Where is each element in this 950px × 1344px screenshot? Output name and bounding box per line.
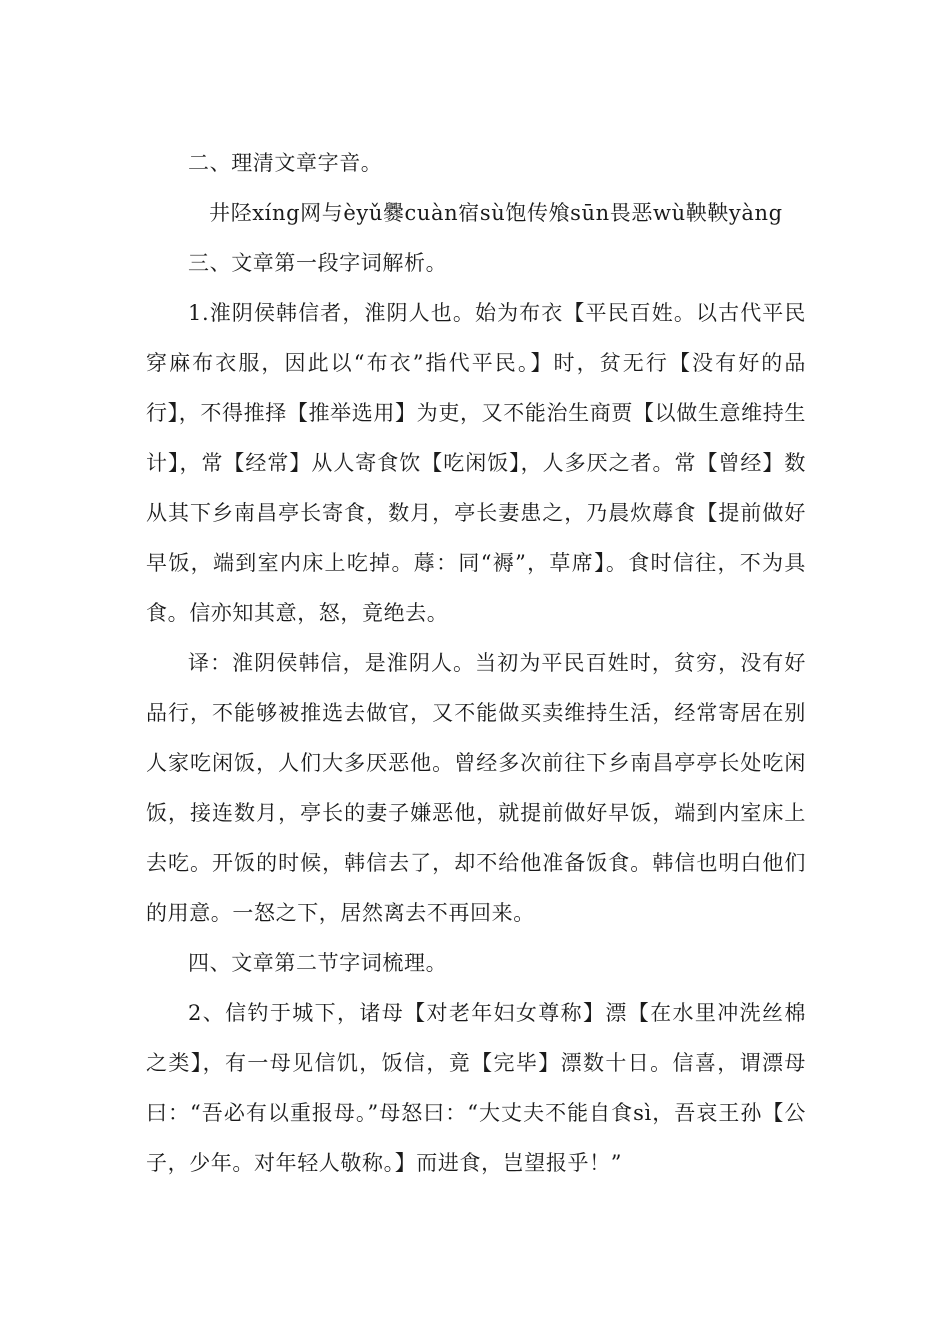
section-heading-first-paragraph: 三、文章第一段字词解析。	[188, 251, 448, 275]
section-heading-pronunciation: 二、理清文章字音。	[188, 151, 383, 175]
document-body	[146, 138, 806, 1188]
pinyin-list: 井陉xíng网与èyǔ爨cuàn宿sù饱传飧sūn畏恶wù鞅鞅yàng	[209, 201, 783, 225]
original-text-paragraph-2: 2、信钓于城下，诸母【对老年妇女尊称】漂【在水里冲洗丝棉之类】，有一母见信饥，饭信，竟【完毕】漂数十日。信喜，谓漂母曰：“吾必有以重报母。”母怒曰：“大丈夫不能自食sì，吾哀王孙【公子，少年。对年轻人敬称。】而进食，岂望报乎！”	[146, 1001, 806, 1175]
section-heading-second-paragraph: 四、文章第二节字词梳理。	[188, 951, 448, 975]
translation-paragraph-1: 译：淮阴侯韩信，是淮阴人。当初为平民百姓时，贫穷，没有好品行，不能够被推选去做官，又不能做买卖维持生活，经常寄居在别人家吃闲饭，人们大多厌恶他。曾经多次前往下乡南昌亭亭长处吃闲饭，接连数月，亭长的妻子嫌恶他，就提前做好早饭，端到内室床上去吃。开饭的时候，韩信去了，却不给他准备饭食。韩信也明白他们的用意。一怒之下，居然离去不再回来。	[146, 651, 806, 925]
original-text-paragraph-1: 1.淮阴侯韩信者，淮阴人也。始为布衣【平民百姓。以古代平民穿麻布衣服，因此以“布衣”指代平民。】时，贫无行【没有好的品行】，不得推择【推举选用】为吏，又不能治生商贾【以做生意维持生计】，常【经常】从人寄食饮【吃闲饭】，人多厌之者。常【曾经】数从其下乡南昌亭长寄食，数月，亭长妻患之，乃晨炊蓐食【提前做好早饭，端到室内床上吃掉。蓐：同“褥”，草席】。食时信往，不为具食。信亦知其意，怒，竟绝去。	[146, 301, 806, 625]
